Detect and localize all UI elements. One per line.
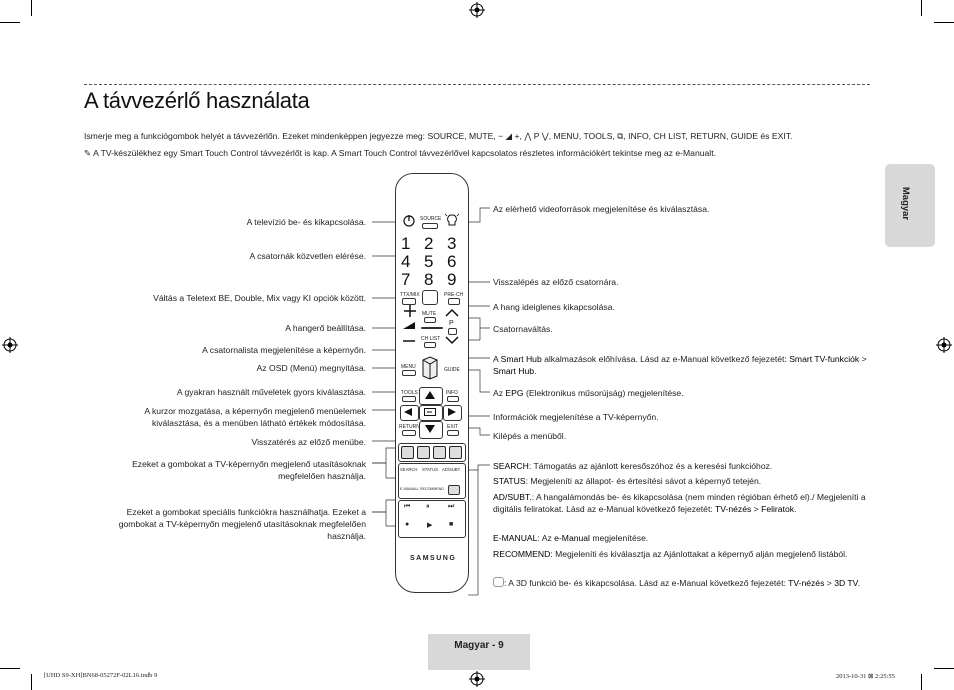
- recommend-button[interactable]: RECOMMEND: [420, 487, 444, 491]
- chlist-button-label: CH LIST: [421, 336, 441, 342]
- label-tools: A gyakran használt műveletek gyors kiválasztása.: [176, 387, 366, 397]
- page-title: A távvezérlő használata: [84, 88, 310, 113]
- arrow-right-icon: [448, 408, 456, 416]
- menu-button[interactable]: [402, 370, 416, 376]
- digit-8-button[interactable]: 8: [424, 270, 434, 289]
- digit-3-button[interactable]: 3: [447, 234, 457, 253]
- divider: [421, 327, 443, 329]
- digit-7-button[interactable]: 7: [401, 270, 411, 289]
- info-button-label: INFO: [446, 390, 458, 396]
- info-button[interactable]: [447, 396, 459, 402]
- label-chlist: A csatornalista megjelenítése a képernyőn.: [202, 345, 366, 355]
- digit-5-button[interactable]: 5: [424, 252, 434, 271]
- label-cursor: A kurzor mozgatása, a képernyőn megjelenő menüelemek kiválasztása, és a menüben látható értékek módosítása.: [144, 406, 366, 428]
- page-number: Magyar - 9: [454, 640, 504, 651]
- volume-icon: [403, 322, 415, 330]
- label-3d: : A 3D funkció be- és kikapcsolása. Lásd az e-Manual következő fejezetét: TV-nézés > 3D TV.: [493, 577, 873, 589]
- p-button[interactable]: [448, 328, 457, 335]
- digit-0-button[interactable]: [422, 290, 438, 305]
- note-text: ✎ A TV-készülékhez egy Smart Touch Control távvezérlőt is kap. A Smart Touch Control távvezérlővel kapcsolatos részletes információkért tekintse meg az e-Manualt.: [84, 148, 716, 158]
- 3d-button[interactable]: [448, 485, 460, 495]
- ad-subt-button[interactable]: AD/SUBT.: [442, 467, 461, 472]
- return-button-label: RETURN: [399, 424, 420, 430]
- digit-9-button[interactable]: 9: [447, 270, 457, 289]
- enter-icon: [424, 408, 436, 416]
- mute-button[interactable]: [424, 317, 436, 323]
- digit-4-button[interactable]: 4: [401, 252, 411, 271]
- digit-1-button[interactable]: 1: [401, 234, 411, 253]
- footer-timestamp: 2013-10-31 ⊠ 2:25:55: [836, 673, 895, 680]
- bulb-icon[interactable]: [445, 213, 459, 229]
- volume-down-icon[interactable]: [402, 339, 416, 343]
- brand-logo: SAMSUNG: [410, 555, 457, 562]
- arrow-left-icon: [404, 408, 412, 416]
- digit-2-button[interactable]: 2: [424, 234, 434, 253]
- arrow-down-icon: [425, 425, 435, 433]
- label-special-buttons: Ezeket a gombokat speciális funkciókra használhatja. Ezeket a gombokat a TV-képernyőn megjelenő utasításoknak megfelelően használja.: [118, 507, 366, 541]
- label-epg: Az EPG (Elektronikus műsorújság) megjelenítése.: [493, 388, 684, 398]
- label-prech: Visszalépés az előző csatornára.: [493, 277, 619, 287]
- label-status: STATUS: Megjeleníti az állapot- és értesítési sávot a képernyő tetején.: [493, 476, 762, 486]
- label-exit: Kilépés a menüből.: [493, 431, 567, 441]
- arrow-up-icon: [425, 391, 435, 399]
- side-tab-label: Magyar: [900, 186, 912, 221]
- 3d-icon: [493, 577, 504, 587]
- pause-icon[interactable]: ⏸: [426, 503, 430, 510]
- intro-text: Ismerje meg a funkciógombok helyét a távvezérlőn. Ezeket mindenképpen jegyezze meg: SOURCE, MUTE, − ◢ +, ⋀ P ⋁, MENU, TOOLS, ⧉, INFO, CH LIST, RETURN, GUIDE és EXIT.: [84, 131, 793, 141]
- label-volume: A hangerő beállítása.: [285, 323, 366, 333]
- label-mute: A hang ideiglenes kikapcsolása.: [493, 302, 615, 312]
- label-ch-change: Csatornaváltás.: [493, 324, 553, 334]
- smart-hub-icon[interactable]: [421, 356, 439, 380]
- mute-button-label: MUTE: [422, 311, 437, 317]
- channel-down-icon[interactable]: [445, 336, 459, 345]
- digit-6-button[interactable]: 6: [447, 252, 457, 271]
- prech-button-label: PRE-CH: [444, 292, 464, 298]
- tools-button-label: TOOLS: [401, 390, 418, 396]
- color-button-b[interactable]: [417, 446, 430, 459]
- label-color-buttons: Ezeket a gombokat a TV-képernyőn megjelenő utasításoknak megfelelően használja.: [132, 459, 366, 481]
- label-source: Az elérhető videoforrások megjelenítése és kiválasztása.: [493, 204, 710, 214]
- ttx-button-label: TTX/MIX: [400, 292, 420, 298]
- label-teletext: Váltás a Teletext BE, Double, Mix vagy KI opciók között.: [153, 293, 366, 303]
- label-info: Információk megjelenítése a TV-képernyőn.: [493, 412, 659, 422]
- source-button[interactable]: [422, 223, 438, 229]
- footer-file-info: [UHD S9-XH]BN68-05272F-02L16.indb 9: [44, 672, 158, 679]
- label-ad-subt: AD/SUBT.: A hangalámondás be- és kikapcsolása (nem minden régióban érhető el)./ Megjeleníti a digitális feliratokat. Lásd az e-Manual következő fejezetét: TV-nézés > Feliratok.: [493, 492, 866, 514]
- status-button[interactable]: STATUS: [422, 467, 438, 472]
- fast-forward-icon[interactable]: ⏭: [448, 503, 455, 510]
- rewind-icon[interactable]: ⏮: [404, 503, 411, 510]
- page-number-box: [428, 634, 530, 670]
- label-osd: Az OSD (Menü) megnyitása.: [256, 363, 366, 373]
- volume-up-icon[interactable]: [403, 304, 417, 318]
- color-button-d[interactable]: [449, 446, 462, 459]
- source-button-label: SOURCE: [420, 216, 442, 222]
- menu-button-label: MENU: [401, 364, 416, 370]
- tools-button[interactable]: [402, 396, 416, 402]
- play-icon[interactable]: ▶: [427, 522, 433, 529]
- label-return: Visszatérés az előző menübe.: [251, 437, 366, 447]
- return-button[interactable]: [402, 430, 416, 436]
- label-smart-hub: A Smart Hub alkalmazások előhívása. Lásd az e-Manual következő fejezetét: Smart TV-funkciók > Smart Hub.: [493, 354, 867, 376]
- color-button-a[interactable]: [401, 446, 414, 459]
- stop-icon[interactable]: ■: [449, 521, 454, 528]
- label-power: A televízió be- és kikapcsolása.: [246, 217, 366, 227]
- label-channels: A csatornák közvetlen elérése.: [249, 251, 366, 261]
- e-manual-button[interactable]: E-MANUAL: [400, 487, 419, 491]
- record-icon[interactable]: ●: [405, 521, 410, 528]
- search-button[interactable]: SEARCH: [400, 467, 418, 472]
- label-e-manual: E-MANUAL: Az e-Manual megjelenítése.: [493, 533, 649, 543]
- prech-button[interactable]: [448, 298, 460, 305]
- remote-control: [395, 173, 469, 593]
- channel-up-icon[interactable]: [445, 308, 459, 317]
- p-label: P: [449, 320, 454, 327]
- guide-button-label: GUIDE: [444, 367, 460, 373]
- power-icon[interactable]: [402, 214, 416, 228]
- color-button-c[interactable]: [433, 446, 446, 459]
- exit-button[interactable]: [447, 430, 459, 436]
- exit-button-label: EXIT: [447, 424, 459, 430]
- label-recommend: RECOMMEND: Megjeleníti és kiválasztja az Ajánlottakat a képernyő alján megjelenő listából.: [493, 549, 848, 559]
- label-search: SEARCH: Támogatás az ajánlott keresőszóhoz és a keresési funkcióhoz.: [493, 461, 773, 471]
- chlist-button[interactable]: [424, 342, 436, 348]
